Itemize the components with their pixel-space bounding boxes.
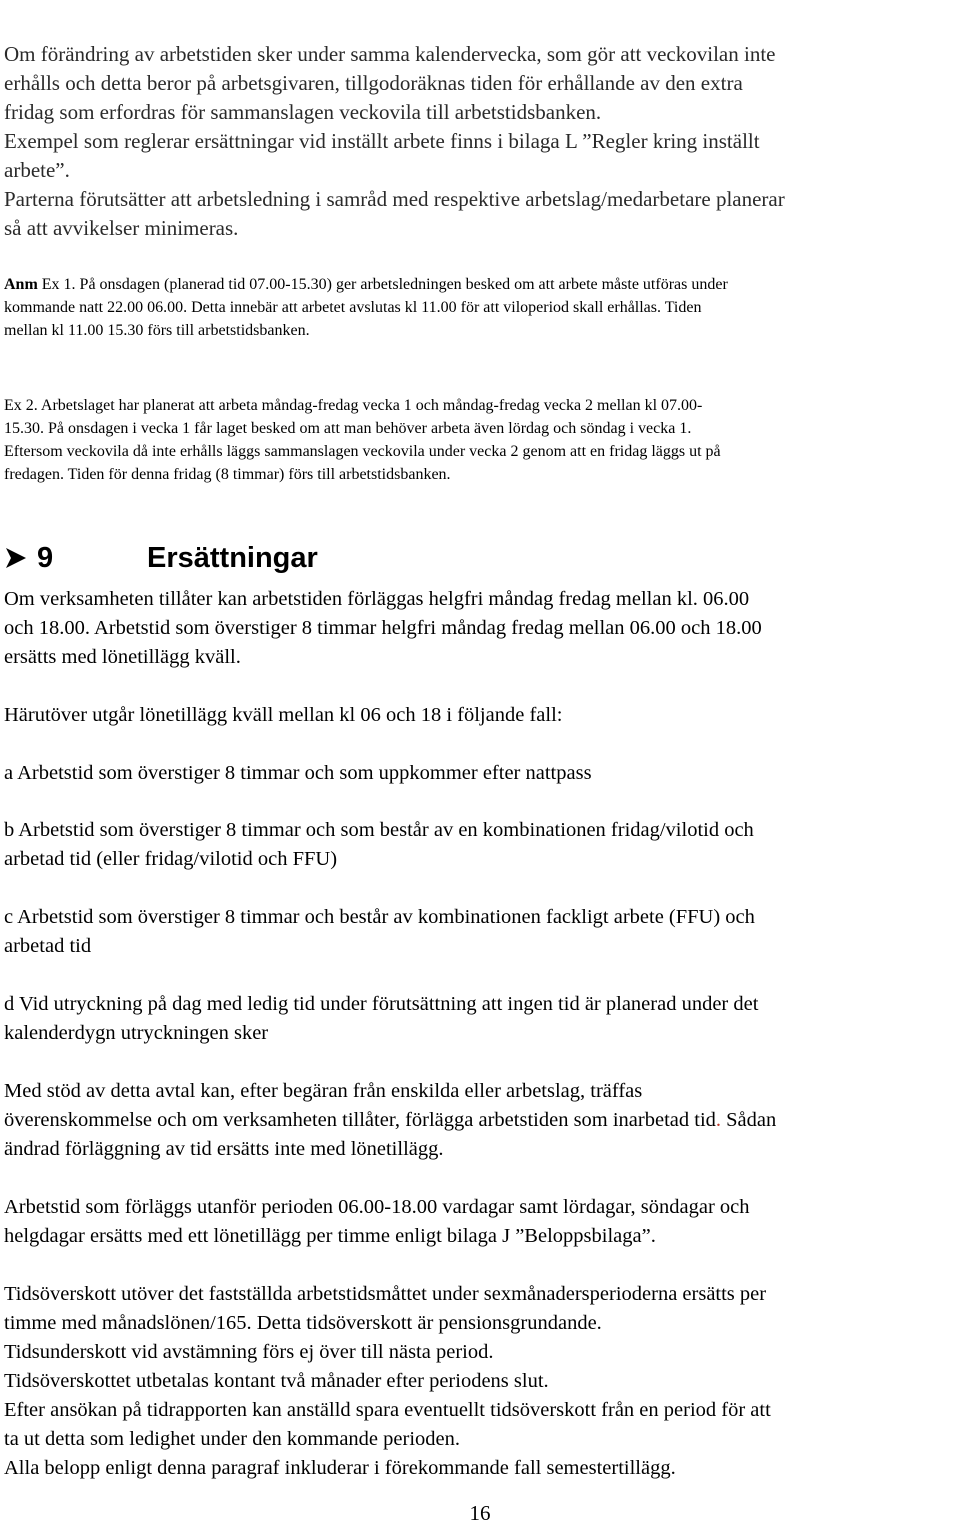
ex2-line-4: fredagen. Tiden för denna fridag (8 timmar) förs till arbetstidsbanken. <box>4 466 451 483</box>
ex2-line-3: Eftersom veckovila då inte erhålls läggs sammanslagen veckovila under vecka 2 genom att en fridag läggs ut på <box>4 443 721 460</box>
p5-line-6: ta ut detta som ledighet under den kommande perioden. <box>4 1428 460 1450</box>
intro-line-4: Exempel som reglerar ersättningar vid inställt arbete finns i bilaga L ”Regler kring inställt <box>4 129 760 153</box>
p5-line-3: Tidsunderskott vid avstämning förs ej över till nästa period. <box>4 1341 494 1363</box>
p5-line-1: Tidsöverskott utöver det fastställda arbetstidsmåttet under sexmånadersperioderna ersätts per <box>4 1283 767 1305</box>
anm-line-3: mellan kl 11.00 15.30 förs till arbetstidsbanken. <box>4 322 310 339</box>
case-c-line-1: c Arbetstid som överstiger 8 timmar och består av kombinationen fackligt arbete (FFU) och <box>4 906 755 928</box>
ex2-line-2: 15.30. På onsdagen i vecka 1 får laget besked om att man behöver arbeta även lördag och söndag i vecka 1. <box>4 420 692 437</box>
intro-line-7: så att avvikelser minimeras. <box>4 216 239 240</box>
p1-line-1: Om verksamheten tillåter kan arbetstiden förläggas helgfri måndag fredag mellan kl. 06.00 <box>4 588 750 610</box>
p4-line-2: helgdagar ersätts med ett lönetillägg per timme enligt bilaga J ”Beloppsbilaga”. <box>4 1225 656 1247</box>
page-number: 16 <box>469 1501 491 1525</box>
p3-line-1: Med stöd av detta avtal kan, efter begäran från enskilda eller arbetslag, träffas <box>4 1080 643 1102</box>
p1-line-2: och 18.00. Arbetstid som överstiger 8 timmar helgfri måndag fredag mellan 06.00 och 18.00 <box>4 617 762 639</box>
p5-line-5: Efter ansökan på tidrapporten kan anställd spara eventuellt tidsöverskott från en period för att <box>4 1399 771 1421</box>
arrow-bullet-icon <box>4 546 28 570</box>
intro-line-2: erhålls och detta beror på arbetsgivaren, tillgodoräknas tiden för erhållande av den extra <box>4 71 743 95</box>
case-b-line-1: b Arbetstid som överstiger 8 timmar och som består av en kombinationen fridag/vilotid och <box>4 819 754 841</box>
intro-line-3: fridag som erfordras för sammanslagen veckovila till arbetstidsbanken. <box>4 100 602 124</box>
p3-line-2-dot: . <box>715 1109 722 1131</box>
case-b-line-2: arbetad tid (eller fridag/vilotid och FFU) <box>4 848 338 870</box>
ex2-line-1: Ex 2. Arbetslaget har planerat att arbeta måndag-fredag vecka 1 och måndag-fredag vecka 2 mellan kl 07.00- <box>4 397 703 414</box>
case-d-line-2: kalenderdygn utryckningen sker <box>4 1022 269 1044</box>
intro-line-6: Parterna förutsätter att arbetsledning i samråd med respektive arbetslag/medarbetare planerar <box>4 187 785 211</box>
p3-line-2-text: överenskommelse och om verksamheten tillåter, förlägga arbetstiden som inarbetad tid <box>4 1109 716 1131</box>
anm-label: Anm <box>4 276 38 293</box>
anm-text: Ex 1. På onsdagen (planerad tid 07.00-15.30) ger arbetsledningen besked om att arbete måste utföras under <box>37 276 728 293</box>
p2-line: Härutöver utgår lönetillägg kväll mellan kl 06 och 18 i följande fall: <box>4 704 563 726</box>
intro-line-1: Om förändring av arbetstiden sker under samma kalendervecka, som gör att veckovilan inte <box>4 42 776 66</box>
intro-line-5: arbete”. <box>4 158 70 182</box>
section-title: Ersättningar <box>147 542 318 574</box>
section-number: 9 <box>37 542 54 574</box>
case-c-line-2: arbetad tid <box>4 935 92 957</box>
case-d-line-1: d Vid utryckning på dag med ledig tid under förutsättning att ingen tid är planerad under det <box>4 993 759 1015</box>
p5-line-7: Alla belopp enligt denna paragraf inkluderar i förekommande fall semestertillägg. <box>4 1457 676 1479</box>
anm-line-1 <box>4 273 728 296</box>
case-a: a Arbetstid som överstiger 8 timmar och som uppkommer efter nattpass <box>4 762 592 784</box>
p4-line-1: Arbetstid som förläggs utanför perioden 06.00-18.00 vardagar samt lördagar, söndagar och <box>4 1196 750 1218</box>
p3-line-2 <box>4 1106 776 1135</box>
anm-line-2: kommande natt 22.00 06.00. Detta innebär att arbetet avslutas kl 11.00 för att viloperiod skall erhållas. Tiden <box>4 299 702 316</box>
p1-line-3: ersätts med lönetillägg kväll. <box>4 646 241 668</box>
p5-line-4: Tidsöverskottet utbetalas kontant två månader efter periodens slut. <box>4 1370 549 1392</box>
p3-line-3: ändrad förläggning av tid ersätts inte med lönetillägg. <box>4 1138 444 1160</box>
p3-line-2-end: Sådan <box>721 1109 777 1131</box>
p5-line-2: timme med månadslönen/165. Detta tidsöverskott är pensionsgrundande. <box>4 1312 602 1334</box>
